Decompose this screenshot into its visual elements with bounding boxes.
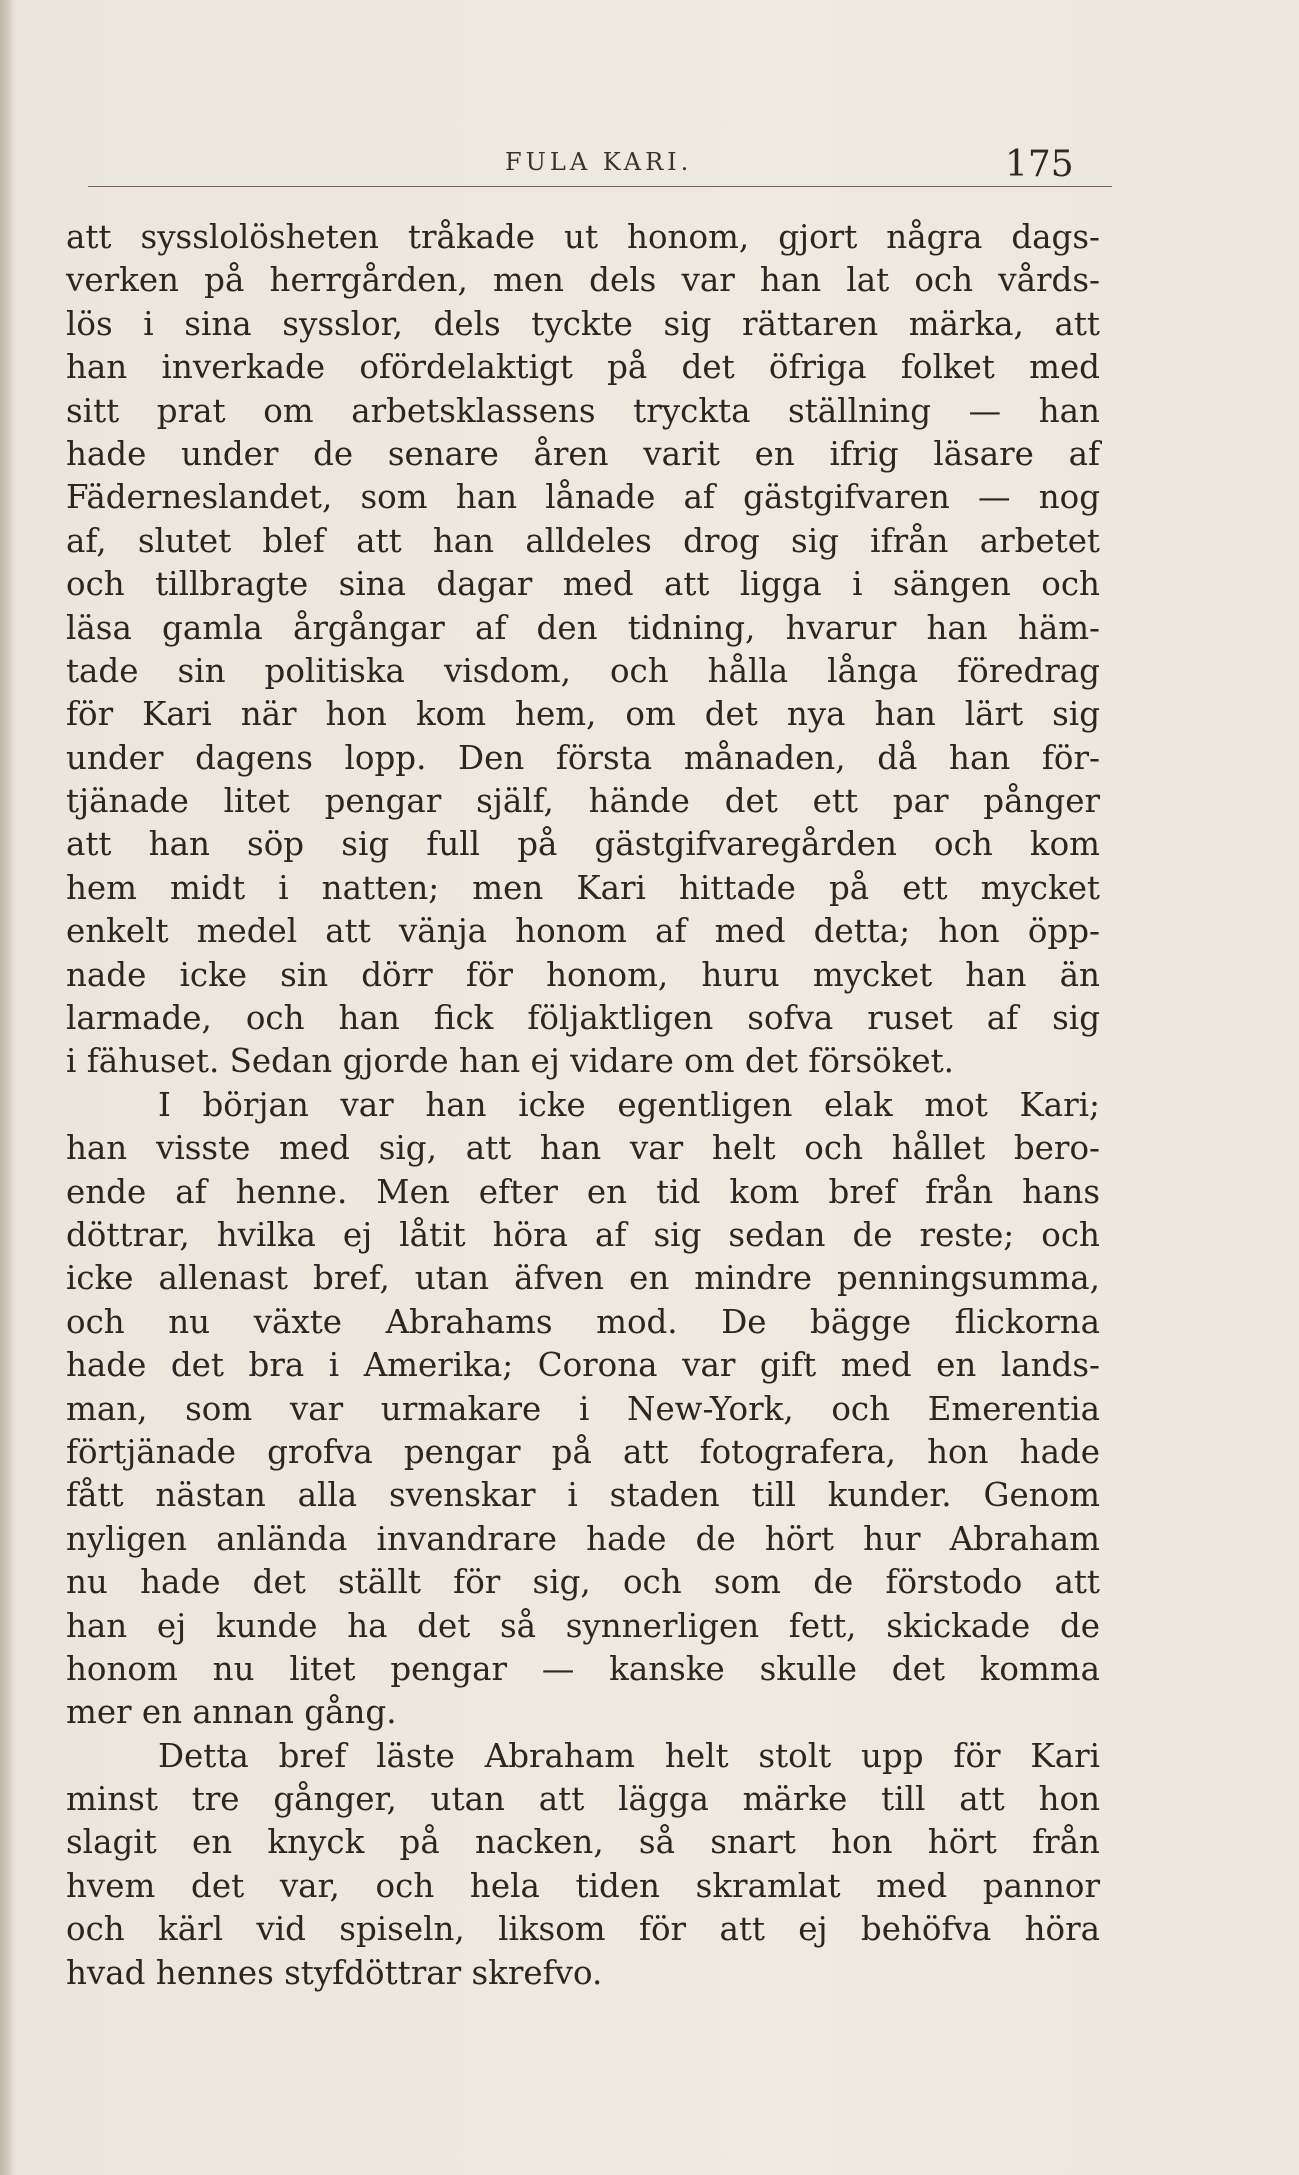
text-line: döttrar, hvilka ej låtit höra af sig sedan de reste; och	[66, 1215, 1100, 1254]
text-line: läsa gamla årgångar af den tidning, hvarur han häm-	[66, 608, 1100, 647]
header-rule	[88, 186, 1112, 187]
paragraph	[66, 216, 1100, 1084]
text-line: han visste med sig, att han var helt och hållet bero-	[66, 1129, 1100, 1168]
text-line: att han söp sig full på gästgifvaregården och kom	[66, 825, 1100, 864]
text-line: sitt prat om arbetsklassens tryckta ställning — han	[66, 391, 1100, 430]
text-line: larmade, och han fick följaktligen sofva ruset af sig	[66, 999, 1100, 1038]
text-line: att sysslolösheten tråkade ut honom, gjort några dags-	[66, 218, 1100, 256]
text-line: hvad hennes styfdöttrar skrefvo.	[66, 1953, 603, 1992]
running-head	[0, 140, 1299, 200]
text-line: honom nu litet pengar — kanske skulle det komma	[66, 1649, 1100, 1688]
running-title: FULA KARI.	[505, 148, 693, 176]
text-line: nu hade det ställt för sig, och som de förstodo att	[66, 1563, 1100, 1602]
text-line: verken på herrgården, men dels var han lat och vårds-	[66, 261, 1100, 300]
text-line: och kärl vid spiseln, liksom för att ej behöfva höra	[66, 1910, 1100, 1949]
text-line: och nu växte Abrahams mod. De bägge flickorna	[66, 1302, 1100, 1341]
text-line: nade icke sin dörr för honom, huru mycket han än	[66, 955, 1100, 994]
text-line: fått nästan alla svenskar i staden till kunder. Genom	[66, 1476, 1100, 1515]
text-line: lös i sina sysslor, dels tyckte sig rättaren märka, att	[66, 304, 1100, 343]
text-line: icke allenast bref, utan äfven en mindre penningsumma,	[66, 1259, 1100, 1298]
text-line: förtjänade grofva pengar på att fotografera, hon hade	[66, 1432, 1100, 1471]
text-line: tjänade litet pengar själf, hände det ett par pånger	[66, 782, 1100, 821]
text-line: hem midt i natten; men Kari hittade på ett mycket	[66, 868, 1100, 907]
text-line: enkelt medel att vänja honom af med detta; hon öpp-	[66, 912, 1100, 951]
paragraph	[66, 1084, 1100, 1735]
text-line: tade sin politiska visdom, och hålla långa föredrag	[66, 651, 1100, 690]
text-line: minst tre gånger, utan att lägga märke till att hon	[66, 1780, 1100, 1819]
page-number: 175	[1005, 144, 1074, 185]
text-line: för Kari när hon kom hem, om det nya han lärt sig	[66, 695, 1100, 734]
text-line: I början var han icke egentligen elak mot Kari;	[158, 1085, 1100, 1124]
text-line: hade under de senare åren varit en ifrig läsare af	[66, 434, 1100, 473]
spine-shadow	[0, 0, 14, 2175]
text-line: han inverkade ofördelaktigt på det öfriga folket med	[66, 348, 1100, 387]
body-text	[66, 216, 1100, 1995]
text-line: hvem det var, och hela tiden skramlat med pannor	[66, 1866, 1100, 1905]
text-line: Detta bref läste Abraham helt stolt upp för Kari	[158, 1736, 1100, 1775]
text-line: ende af henne. Men efter en tid kom bref från hans	[66, 1172, 1100, 1211]
text-line: man, som var urmakare i New-York, och Emerentia	[66, 1389, 1100, 1428]
text-line: i fähuset. Sedan gjorde han ej vidare om det försöket.	[66, 1042, 955, 1081]
text-line: af, slutet blef att han alldeles drog sig ifrån arbetet	[66, 521, 1100, 560]
text-line: under dagens lopp. Den första månaden, då han för-	[66, 738, 1100, 777]
text-line: slagit en knyck på nacken, så snart hon hört från	[66, 1823, 1100, 1862]
paragraph	[66, 1735, 1100, 1995]
text-line: hade det bra i Amerika; Corona var gift med en lands-	[66, 1346, 1100, 1385]
text-line: och tillbragte sina dagar med att ligga i sängen och	[66, 565, 1100, 604]
text-line: nyligen anlända invandrare hade de hört hur Abraham	[66, 1519, 1100, 1558]
text-line: han ej kunde ha det så synnerligen fett, skickade de	[66, 1606, 1100, 1645]
text-line: mer en annan gång.	[66, 1693, 397, 1732]
text-line: Fäderneslandet, som han lånade af gästgifvaren — nog	[66, 478, 1100, 517]
